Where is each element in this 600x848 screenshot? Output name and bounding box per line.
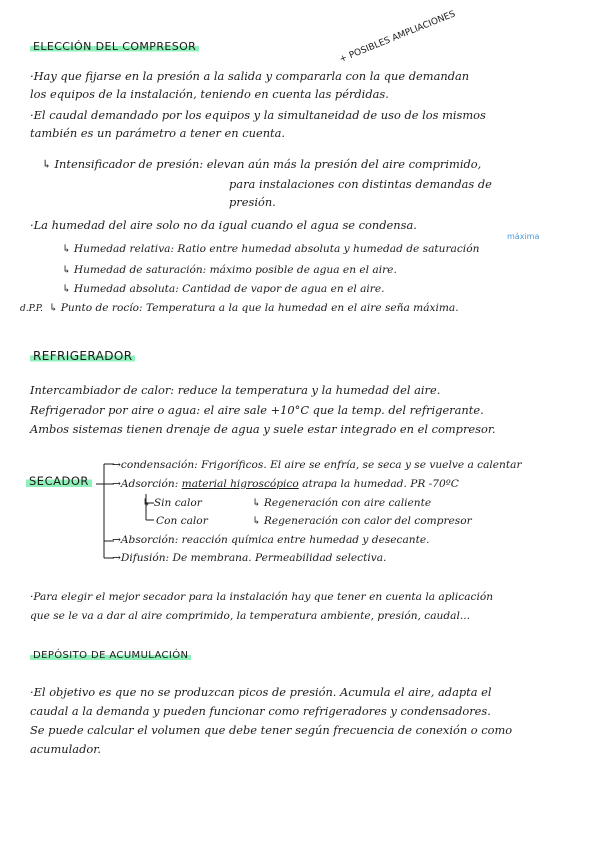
compresor-line-3: ·El caudal demandado por los equipos y la simultaneidad de uso de los mismos [30, 108, 486, 122]
heading-compresor: ELECCIÓN DEL COMPRESOR [30, 40, 199, 53]
humedad-item-4: d.P.P. ↳ Punto de rocío: Temperatura a la que la humedad en el aire seña máxima. [20, 302, 459, 314]
arrow-icon: → [112, 552, 121, 564]
heading-refrigerador: REFRIGERADOR [30, 349, 135, 363]
deposito-line-3: Se puede calcular el volumen que debe tener según frecuencia de conexión o como [30, 723, 513, 737]
humedad-item-1: ↳ Humedad relativa: Ratio entre humedad absoluta y humedad de saturación [62, 243, 480, 255]
arrow-icon: → [112, 459, 121, 471]
compresor-line-1: ·Hay que fijarse en la presión a la salida y compararla con la que demandan [30, 69, 470, 83]
humedad-intro: ·La humedad del aire solo no da igual cuando el agua se condensa. [30, 218, 417, 232]
refrigerador-line-2: Refrigerador por aire o agua: el aire sale +10°C que la temp. del refrigerante. [30, 403, 484, 417]
secador-sin-calor: ↳ Sin calor [142, 497, 202, 509]
secador-para-line-2: que se le va a dar al aire comprimido, la temperatura ambiente, presión, caudal... [30, 610, 470, 622]
compresor-line-2: los equipos de la instalación, teniendo en cuenta las pérdidas. [30, 87, 389, 101]
arrow-icon: ↳ [62, 243, 71, 255]
secador-adsorcion: →Adsorción: material higroscópico atrapa la humedad. PR -70ºC [112, 478, 459, 490]
arrow-icon: ↳ [62, 283, 71, 295]
deposito-line-4: acumulador. [30, 742, 102, 756]
arrow-icon: ↳ [142, 497, 151, 509]
annotation-maxima: máxima [507, 232, 540, 241]
refrigerador-line-3: Ambos sistemas tienen drenaje de agua y suele estar integrado en el compresor. [30, 422, 496, 436]
compresor-line-4: también es un parámetro a tener en cuenta. [30, 126, 286, 140]
arrow-icon: → [112, 534, 121, 546]
arrow-icon: ↳ [252, 515, 261, 527]
secador-label: SECADOR [26, 474, 92, 488]
secador-condensacion: →condensación: Frigoríficos. El aire se enfría, se seca y se vuelve a calentar [112, 459, 522, 471]
heading-deposito: DEPÓSITO DE ACUMULACIÓN [30, 650, 191, 661]
secador-con-calor: Con calor [156, 515, 208, 527]
refrigerador-line-1: Intercambiador de calor: reduce la temperatura y la humedad del aire. [30, 383, 441, 397]
humedad-item-2: ↳ Humedad de saturación: máximo posible de agua en el aire. [62, 264, 397, 276]
arrow-icon: ↳ [252, 497, 261, 509]
arrow-icon: ↳ [48, 302, 58, 314]
secador-sin-calor-desc: ↳ Regeneración con aire caliente [252, 497, 432, 509]
deposito-line-2: caudal a la demanda y pueden funcionar como refrigeradores y condensadores. [30, 704, 491, 718]
annotation-ampliaciones: + POSIBLES AMPLIACIONES [338, 9, 457, 65]
secador-absorcion: →Absorción: reacción química entre humedad y desecante. [112, 534, 430, 546]
arrow-icon: ↳ [42, 157, 52, 171]
humedad-item-3: ↳ Humedad absoluta: Cantidad de vapor de agua en el aire. [62, 283, 385, 295]
secador-para-line-1: ·Para elegir el mejor secador para la instalación hay que tener en cuenta la aplicación [30, 591, 494, 603]
arrow-icon: → [112, 478, 121, 490]
secador-difusion: →Difusión: De membrana. Permeabilidad selectiva. [112, 552, 387, 564]
deposito-line-1: ·El objetivo es que no se produzcan picos de presión. Acumula el aire, adapta el [30, 685, 492, 699]
intensificador-line-1: ↳ Intensificador de presión: elevan aún más la presión del aire comprimido, [42, 157, 482, 171]
intensificador-line-3: presión. [229, 195, 276, 209]
intensificador-line-2: para instalaciones con distintas demandas de [229, 177, 492, 191]
arrow-icon: ↳ [62, 264, 71, 276]
secador-con-calor-desc: ↳ Regeneración con calor del compresor [252, 515, 472, 527]
